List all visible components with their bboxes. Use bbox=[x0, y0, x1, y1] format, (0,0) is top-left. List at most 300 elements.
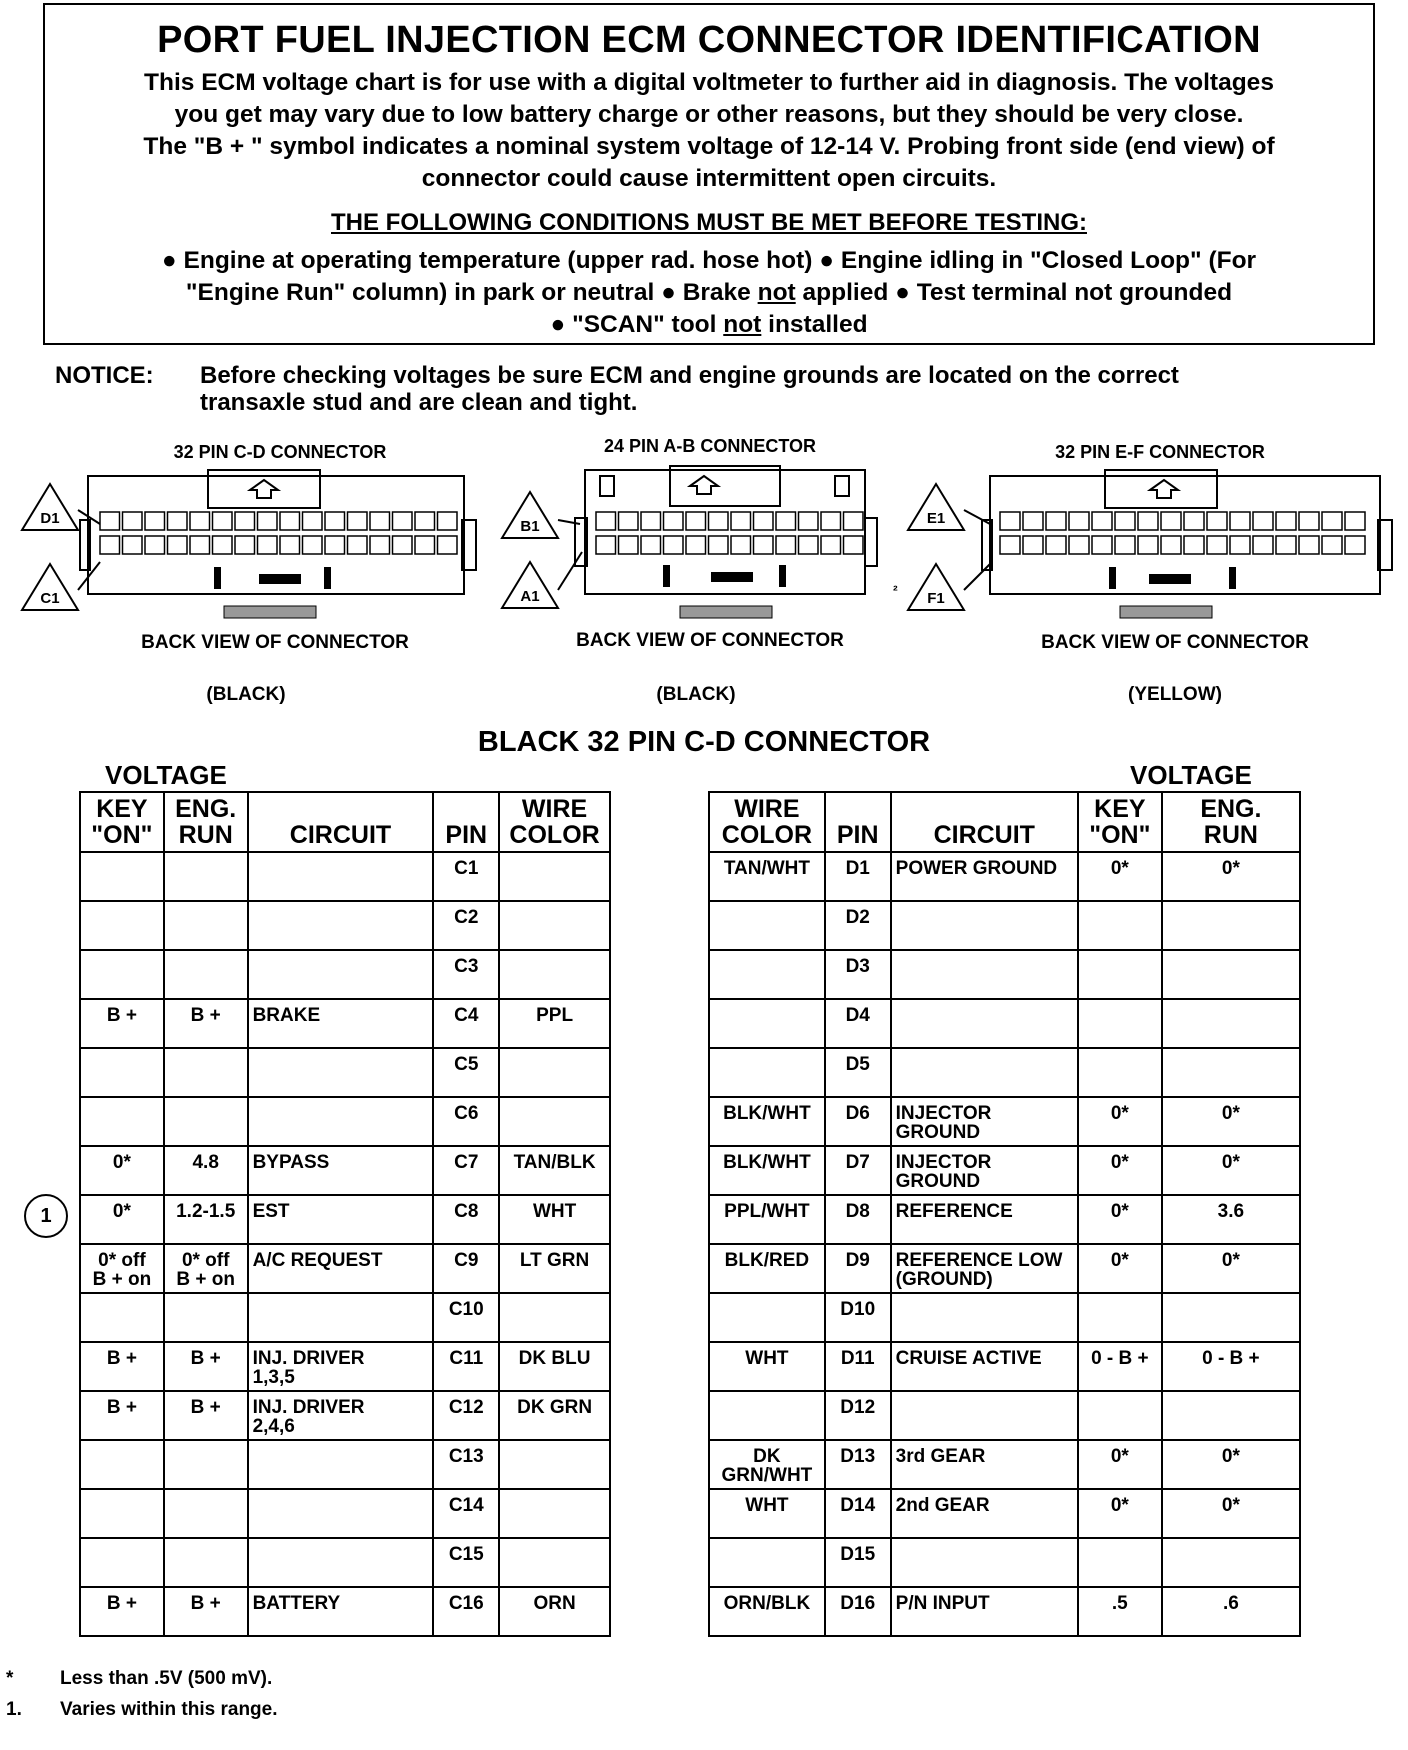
table-row bbox=[80, 1538, 610, 1587]
circuit-cell bbox=[891, 999, 1078, 1048]
pin-cell: D8 bbox=[825, 1195, 891, 1244]
connector-pin bbox=[776, 536, 796, 554]
diagram-ef-caption: BACK VIEW OF CONNECTOR bbox=[1041, 632, 1309, 653]
key-on-cell bbox=[1078, 950, 1162, 999]
connector-pin bbox=[821, 536, 841, 554]
connector-pin bbox=[1161, 512, 1181, 530]
key-on-cell: 0* bbox=[80, 1195, 164, 1244]
eng-run-cell bbox=[1162, 901, 1300, 950]
notice-text: Before checking voltages be sure ECM and engine grounds are located on the correct transaxle stud and are clean and tight. bbox=[200, 362, 1179, 416]
connector-pin bbox=[799, 536, 819, 554]
eng-run-cell bbox=[1162, 1293, 1300, 1342]
key-on-cell bbox=[80, 1293, 164, 1342]
key-on-cell bbox=[1078, 1391, 1162, 1440]
connector-pin bbox=[1092, 512, 1112, 530]
circuit-cell: INJ. DRIVER 1,3,5 bbox=[248, 1342, 434, 1391]
connector-pin bbox=[348, 512, 368, 530]
connector-pin bbox=[731, 512, 751, 530]
table-row bbox=[709, 852, 1300, 901]
eng-run-cell: B + bbox=[164, 999, 248, 1048]
wire-color-cell bbox=[709, 1538, 825, 1587]
wire-color-cell bbox=[709, 1391, 825, 1440]
range-callout: 1 bbox=[24, 1194, 68, 1238]
eng-run-cell: 0* bbox=[1162, 1146, 1300, 1195]
connector-pin bbox=[1322, 536, 1342, 554]
header-eng-run: ENG. RUN bbox=[1162, 792, 1300, 852]
diagram-ab-title: 24 PIN A-B CONNECTOR bbox=[603, 436, 817, 456]
wire-color-cell bbox=[499, 1538, 610, 1587]
wire-color-cell bbox=[499, 901, 610, 950]
table-row bbox=[709, 1195, 1300, 1244]
bullet-icon: ● bbox=[161, 247, 177, 274]
eng-run-cell bbox=[164, 901, 248, 950]
table-row bbox=[80, 852, 610, 901]
right-pin-table bbox=[708, 791, 1301, 1637]
stray-mark: ² bbox=[893, 582, 898, 598]
header-pin: PIN bbox=[825, 792, 891, 852]
eng-run-cell: 0* bbox=[1162, 1440, 1300, 1489]
connector-pin bbox=[821, 512, 841, 530]
connector-pin bbox=[1069, 512, 1089, 530]
circuit-cell bbox=[891, 1048, 1078, 1097]
intro-line: connector could cause intermittent open circuits. bbox=[421, 165, 997, 192]
header-box bbox=[43, 3, 1375, 345]
key-on-cell: B + bbox=[80, 1391, 164, 1440]
table-row bbox=[709, 1489, 1300, 1538]
key-on-cell bbox=[80, 1538, 164, 1587]
wire-color-cell: BLK/WHT bbox=[709, 1146, 825, 1195]
table-row bbox=[80, 1342, 610, 1391]
header-key-on: KEY "ON" bbox=[80, 792, 164, 852]
connector-pin bbox=[776, 512, 796, 530]
connector-pin bbox=[325, 512, 345, 530]
table-row bbox=[80, 999, 610, 1048]
connector-pin bbox=[1230, 536, 1250, 554]
pin-cell: C14 bbox=[433, 1489, 499, 1538]
header-pin: PIN bbox=[433, 792, 499, 852]
table-row bbox=[80, 1244, 610, 1293]
wire-color-cell: TAN/BLK bbox=[499, 1146, 610, 1195]
wire-color-cell: WHT bbox=[709, 1342, 825, 1391]
pin-cell: C11 bbox=[433, 1342, 499, 1391]
key-on-cell bbox=[80, 1440, 164, 1489]
key-on-cell bbox=[1078, 1538, 1162, 1587]
pin-label-b1: B1 bbox=[520, 518, 540, 535]
footnote: * Less than .5V (500 mV). bbox=[6, 1668, 273, 1689]
connector-pin bbox=[348, 536, 368, 554]
table-row bbox=[80, 1097, 610, 1146]
pin-cell: C10 bbox=[433, 1293, 499, 1342]
key-on-cell: .5 bbox=[1078, 1587, 1162, 1636]
table-header-row bbox=[709, 792, 1300, 852]
bullet-icon: ● bbox=[819, 247, 835, 274]
connector-pin bbox=[303, 512, 323, 530]
circuit-cell: P/N INPUT bbox=[891, 1587, 1078, 1636]
circuit-cell: INJECTOR GROUND bbox=[891, 1146, 1078, 1195]
key-on-cell: 0* bbox=[1078, 1097, 1162, 1146]
eng-run-cell bbox=[1162, 1538, 1300, 1587]
pin-cell: D1 bbox=[825, 852, 891, 901]
pin-cell: C15 bbox=[433, 1538, 499, 1587]
pin-cell: C12 bbox=[433, 1391, 499, 1440]
bullet-icon: ● bbox=[895, 279, 910, 306]
condition-1: Engine at operating temperature (upper rad. hose hot) bbox=[183, 247, 813, 274]
conditions-list bbox=[65, 245, 1353, 341]
connector-pin bbox=[686, 536, 706, 554]
connector-pin bbox=[1184, 536, 1204, 554]
connector-pin bbox=[280, 536, 300, 554]
table-row bbox=[80, 1048, 610, 1097]
circuit-cell bbox=[248, 852, 434, 901]
bullet-icon: ● bbox=[550, 311, 566, 338]
connector-pin bbox=[709, 536, 729, 554]
wire-color-cell: ORN/BLK bbox=[709, 1587, 825, 1636]
pin-cell: D12 bbox=[825, 1391, 891, 1440]
pin-cell: D9 bbox=[825, 1244, 891, 1293]
connector-pin bbox=[1000, 512, 1020, 530]
connector-pin bbox=[1207, 512, 1227, 530]
circuit-cell: 3rd GEAR bbox=[891, 1440, 1078, 1489]
circuit-cell bbox=[891, 1293, 1078, 1342]
connector-pin bbox=[213, 512, 233, 530]
condition-2b: "Engine Run" column) in park or neutral bbox=[185, 279, 655, 306]
table-row bbox=[80, 1293, 610, 1342]
pin-cell: D6 bbox=[825, 1097, 891, 1146]
condition-4: Test terminal not grounded bbox=[916, 279, 1233, 306]
connector-pin bbox=[686, 512, 706, 530]
circuit-cell bbox=[248, 950, 434, 999]
connector-pin bbox=[619, 512, 639, 530]
connector-pin bbox=[1115, 536, 1135, 554]
table-row bbox=[709, 999, 1300, 1048]
wire-color-cell: ORN bbox=[499, 1587, 610, 1636]
connector-pin bbox=[1207, 536, 1227, 554]
diagram-ef-title: 32 PIN E-F CONNECTOR bbox=[1055, 442, 1265, 462]
table-row bbox=[709, 1293, 1300, 1342]
header-wire-color: WIRE COLOR bbox=[499, 792, 610, 852]
pin-label-f1: F1 bbox=[927, 590, 945, 607]
key-on-cell: 0* bbox=[1078, 1195, 1162, 1244]
circuit-cell: CRUISE ACTIVE bbox=[891, 1342, 1078, 1391]
wire-color-cell: WHT bbox=[709, 1489, 825, 1538]
key-on-cell bbox=[1078, 1048, 1162, 1097]
pin-cell: C4 bbox=[433, 999, 499, 1048]
notice-label: NOTICE: bbox=[55, 362, 154, 389]
condition-5: "SCAN" tool not installed bbox=[572, 311, 868, 338]
pin-cell: D4 bbox=[825, 999, 891, 1048]
key-on-cell bbox=[1078, 999, 1162, 1048]
table-title: BLACK 32 PIN C-D CONNECTOR bbox=[477, 726, 931, 758]
connector-pin bbox=[258, 512, 278, 530]
connector-pin bbox=[731, 536, 751, 554]
connector-pin bbox=[213, 536, 233, 554]
table-row bbox=[709, 1342, 1300, 1391]
connector-pin bbox=[325, 536, 345, 554]
table-row bbox=[709, 1538, 1300, 1587]
connector-pin bbox=[641, 536, 661, 554]
eng-run-cell: 0 - B + bbox=[1162, 1342, 1300, 1391]
connector-pin bbox=[709, 512, 729, 530]
connector-pin bbox=[438, 512, 458, 530]
connector-pin bbox=[1069, 536, 1089, 554]
connector-pin bbox=[1023, 536, 1043, 554]
pin-cell: D3 bbox=[825, 950, 891, 999]
wire-color-cell: PPL/WHT bbox=[709, 1195, 825, 1244]
table-row bbox=[80, 1195, 610, 1244]
left-pin-table bbox=[79, 791, 611, 1637]
diagram-cd-caption: BACK VIEW OF CONNECTOR bbox=[141, 632, 409, 653]
eng-run-cell: 0* off B + on bbox=[164, 1244, 248, 1293]
pin-cell: C8 bbox=[433, 1195, 499, 1244]
footnotes bbox=[6, 1668, 278, 1730]
connector-pin bbox=[1161, 536, 1181, 554]
key-on-cell: 0* bbox=[1078, 1244, 1162, 1293]
eng-run-cell bbox=[164, 1538, 248, 1587]
connector-pin bbox=[100, 512, 120, 530]
key-on-cell: 0* bbox=[1078, 1489, 1162, 1538]
wire-color-cell bbox=[709, 901, 825, 950]
pin-cell: C13 bbox=[433, 1440, 499, 1489]
connector-pin bbox=[393, 536, 413, 554]
connector-pin bbox=[1299, 512, 1319, 530]
connector-pin bbox=[280, 512, 300, 530]
table-row bbox=[709, 1048, 1300, 1097]
key-on-cell: B + bbox=[80, 1342, 164, 1391]
bullet-icon: ● bbox=[661, 279, 676, 306]
circuit-cell: BATTERY bbox=[248, 1587, 434, 1636]
table-row bbox=[80, 950, 610, 999]
wire-color-cell bbox=[709, 999, 825, 1048]
table-row bbox=[80, 1440, 610, 1489]
eng-run-cell bbox=[1162, 950, 1300, 999]
connector-pin bbox=[123, 536, 143, 554]
circuit-cell: A/C REQUEST bbox=[248, 1244, 434, 1293]
connector-pin bbox=[619, 536, 639, 554]
key-on-cell: 0* bbox=[1078, 852, 1162, 901]
pin-cell: D11 bbox=[825, 1342, 891, 1391]
key-on-cell: 0* bbox=[80, 1146, 164, 1195]
connector-pin bbox=[1345, 512, 1365, 530]
circuit-cell bbox=[248, 1048, 434, 1097]
connector-pin bbox=[145, 536, 165, 554]
header-circuit: CIRCUIT bbox=[248, 792, 434, 852]
diagram-ab-caption: BACK VIEW OF CONNECTOR bbox=[576, 630, 844, 651]
wire-color-cell: DK GRN bbox=[499, 1391, 610, 1440]
eng-run-cell: 0* bbox=[1162, 1244, 1300, 1293]
pin-cell: C9 bbox=[433, 1244, 499, 1293]
connector-pin bbox=[1115, 512, 1135, 530]
intro-line: The "B + " symbol indicates a nominal system voltage of 12-14 V. Probing front side (end view) of bbox=[143, 133, 1275, 160]
table-row bbox=[709, 1244, 1300, 1293]
connector-pin bbox=[664, 536, 684, 554]
table-row bbox=[709, 901, 1300, 950]
connector-pin bbox=[596, 536, 616, 554]
eng-run-cell bbox=[164, 852, 248, 901]
pin-cell: C1 bbox=[433, 852, 499, 901]
circuit-cell bbox=[248, 1097, 434, 1146]
key-on-cell bbox=[80, 1097, 164, 1146]
wire-color-cell bbox=[499, 950, 610, 999]
key-on-cell bbox=[80, 852, 164, 901]
wire-color-cell bbox=[499, 1097, 610, 1146]
header-wire-color: WIRE COLOR bbox=[709, 792, 825, 852]
page-title: PORT FUEL INJECTION ECM CONNECTOR IDENTIFICATION bbox=[157, 19, 1261, 61]
table-row bbox=[709, 1146, 1300, 1195]
key-on-cell: B + bbox=[80, 1587, 164, 1636]
connector-pin bbox=[235, 512, 255, 530]
connector-pin bbox=[596, 512, 616, 530]
connector-pin bbox=[1046, 536, 1066, 554]
circuit-cell bbox=[891, 950, 1078, 999]
connector-pin bbox=[799, 512, 819, 530]
key-on-cell: B + bbox=[80, 999, 164, 1048]
wire-color-cell: LT GRN bbox=[499, 1244, 610, 1293]
key-on-cell: 0* bbox=[1078, 1440, 1162, 1489]
connector-pin bbox=[190, 512, 210, 530]
key-on-cell bbox=[1078, 1293, 1162, 1342]
pin-label-d1: D1 bbox=[40, 510, 60, 527]
connector-pin bbox=[1138, 536, 1158, 554]
wire-color-cell bbox=[709, 950, 825, 999]
key-on-cell bbox=[80, 1048, 164, 1097]
wire-color-cell bbox=[499, 1293, 610, 1342]
pin-label-e1: E1 bbox=[926, 510, 946, 527]
wire-color-cell: BLK/RED bbox=[709, 1244, 825, 1293]
connector-pin bbox=[1138, 512, 1158, 530]
pin-label-triangles bbox=[22, 484, 964, 610]
circuit-cell: BYPASS bbox=[248, 1146, 434, 1195]
header-key-on: KEY "ON" bbox=[1078, 792, 1162, 852]
connector-pin bbox=[664, 512, 684, 530]
circuit-cell bbox=[891, 1538, 1078, 1587]
circuit-cell: EST bbox=[248, 1195, 434, 1244]
eng-run-cell: B + bbox=[164, 1342, 248, 1391]
circuit-cell bbox=[248, 1538, 434, 1587]
connector-pin bbox=[415, 512, 435, 530]
intro-text bbox=[65, 67, 1353, 195]
table-row bbox=[709, 1440, 1300, 1489]
circuit-cell bbox=[248, 1489, 434, 1538]
table-row bbox=[80, 1587, 610, 1636]
connector-pin bbox=[235, 536, 255, 554]
connector-pin bbox=[754, 536, 774, 554]
eng-run-cell bbox=[1162, 1391, 1300, 1440]
connector-pin bbox=[168, 512, 188, 530]
intro-line: This ECM voltage chart is for use with a digital voltmeter to further aid in diagnosis. The voltages bbox=[144, 69, 1274, 96]
connector-pin bbox=[123, 512, 143, 530]
eng-run-cell bbox=[1162, 1048, 1300, 1097]
eng-run-cell bbox=[164, 1440, 248, 1489]
connector-pin bbox=[844, 536, 864, 554]
table-row bbox=[80, 1146, 610, 1195]
wire-color-cell bbox=[499, 1489, 610, 1538]
circuit-cell bbox=[248, 1440, 434, 1489]
circuit-cell bbox=[248, 901, 434, 950]
connector-pin bbox=[370, 536, 390, 554]
pin-cell: D7 bbox=[825, 1146, 891, 1195]
pin-cell: D14 bbox=[825, 1489, 891, 1538]
header-circuit: CIRCUIT bbox=[891, 792, 1078, 852]
circuit-cell: REFERENCE bbox=[891, 1195, 1078, 1244]
eng-run-cell: .6 bbox=[1162, 1587, 1300, 1636]
eng-run-cell: 3.6 bbox=[1162, 1195, 1300, 1244]
eng-run-cell bbox=[164, 950, 248, 999]
key-on-cell bbox=[1078, 901, 1162, 950]
voltage-label-right: VOLTAGE bbox=[1130, 760, 1252, 790]
eng-run-cell: 4.8 bbox=[164, 1146, 248, 1195]
table-row bbox=[709, 950, 1300, 999]
circuit-cell bbox=[248, 1293, 434, 1342]
table-header-row bbox=[80, 792, 610, 852]
connector-pin bbox=[1253, 536, 1273, 554]
connector-pin bbox=[190, 536, 210, 554]
conditions-heading: THE FOLLOWING CONDITIONS MUST BE MET BEFORE TESTING: bbox=[331, 209, 1087, 236]
wire-color-cell bbox=[499, 1440, 610, 1489]
pin-cell: D10 bbox=[825, 1293, 891, 1342]
wire-color-cell: BLK/WHT bbox=[709, 1097, 825, 1146]
key-on-cell: 0* off B + on bbox=[80, 1244, 164, 1293]
wire-color-cell bbox=[709, 1048, 825, 1097]
footnote: 1. Varies within this range. bbox=[6, 1699, 278, 1720]
connector-pin bbox=[1023, 512, 1043, 530]
pin-cell: C5 bbox=[433, 1048, 499, 1097]
voltage-label-left: VOLTAGE bbox=[105, 760, 227, 790]
connector-pin bbox=[145, 512, 165, 530]
connector-pin bbox=[1276, 536, 1296, 554]
circuit-cell bbox=[891, 901, 1078, 950]
wire-color-cell: TAN/WHT bbox=[709, 852, 825, 901]
wire-color-cell: PPL bbox=[499, 999, 610, 1048]
pin-cell: D5 bbox=[825, 1048, 891, 1097]
diagram-ab-color: (BLACK) bbox=[656, 684, 736, 705]
pin-label-c1: C1 bbox=[40, 590, 60, 607]
eng-run-cell: B + bbox=[164, 1587, 248, 1636]
eng-run-cell: 1.2-1.5 bbox=[164, 1195, 248, 1244]
connector-pin bbox=[303, 536, 323, 554]
eng-run-cell bbox=[164, 1489, 248, 1538]
circuit-cell bbox=[891, 1391, 1078, 1440]
connector-pin bbox=[1253, 512, 1273, 530]
wire-color-cell: WHT bbox=[499, 1195, 610, 1244]
connector-ab-diagram bbox=[575, 466, 877, 618]
pin-cell: C6 bbox=[433, 1097, 499, 1146]
diagram-cd-title: 32 PIN C-D CONNECTOR bbox=[173, 442, 387, 462]
connector-pin bbox=[1046, 512, 1066, 530]
pin-cell: C3 bbox=[433, 950, 499, 999]
connector-pin bbox=[1000, 536, 1020, 554]
wire-color-cell: DK GRN/WHT bbox=[709, 1440, 825, 1489]
connector-pin bbox=[1345, 536, 1365, 554]
eng-run-cell: 0* bbox=[1162, 852, 1300, 901]
wire-color-cell bbox=[709, 1293, 825, 1342]
key-on-cell: 0 - B + bbox=[1078, 1342, 1162, 1391]
connector-pin-rows bbox=[100, 512, 1365, 554]
diagram-ef-color: (YELLOW) bbox=[1128, 684, 1222, 705]
eng-run-cell: 0* bbox=[1162, 1489, 1300, 1538]
pin-cell: C16 bbox=[433, 1587, 499, 1636]
intro-line: you get may vary due to low battery charge or other reasons, but they should be very close. bbox=[174, 101, 1244, 128]
circuit-cell: INJECTOR GROUND bbox=[891, 1097, 1078, 1146]
circuit-cell: INJ. DRIVER 2,4,6 bbox=[248, 1391, 434, 1440]
eng-run-cell bbox=[1162, 999, 1300, 1048]
table-row bbox=[709, 1097, 1300, 1146]
condition-3: Brake not applied bbox=[682, 279, 889, 306]
key-on-cell bbox=[80, 901, 164, 950]
circuit-cell: REFERENCE LOW (GROUND) bbox=[891, 1244, 1078, 1293]
connector-pin bbox=[370, 512, 390, 530]
eng-run-cell bbox=[164, 1048, 248, 1097]
connector-pin bbox=[258, 536, 278, 554]
